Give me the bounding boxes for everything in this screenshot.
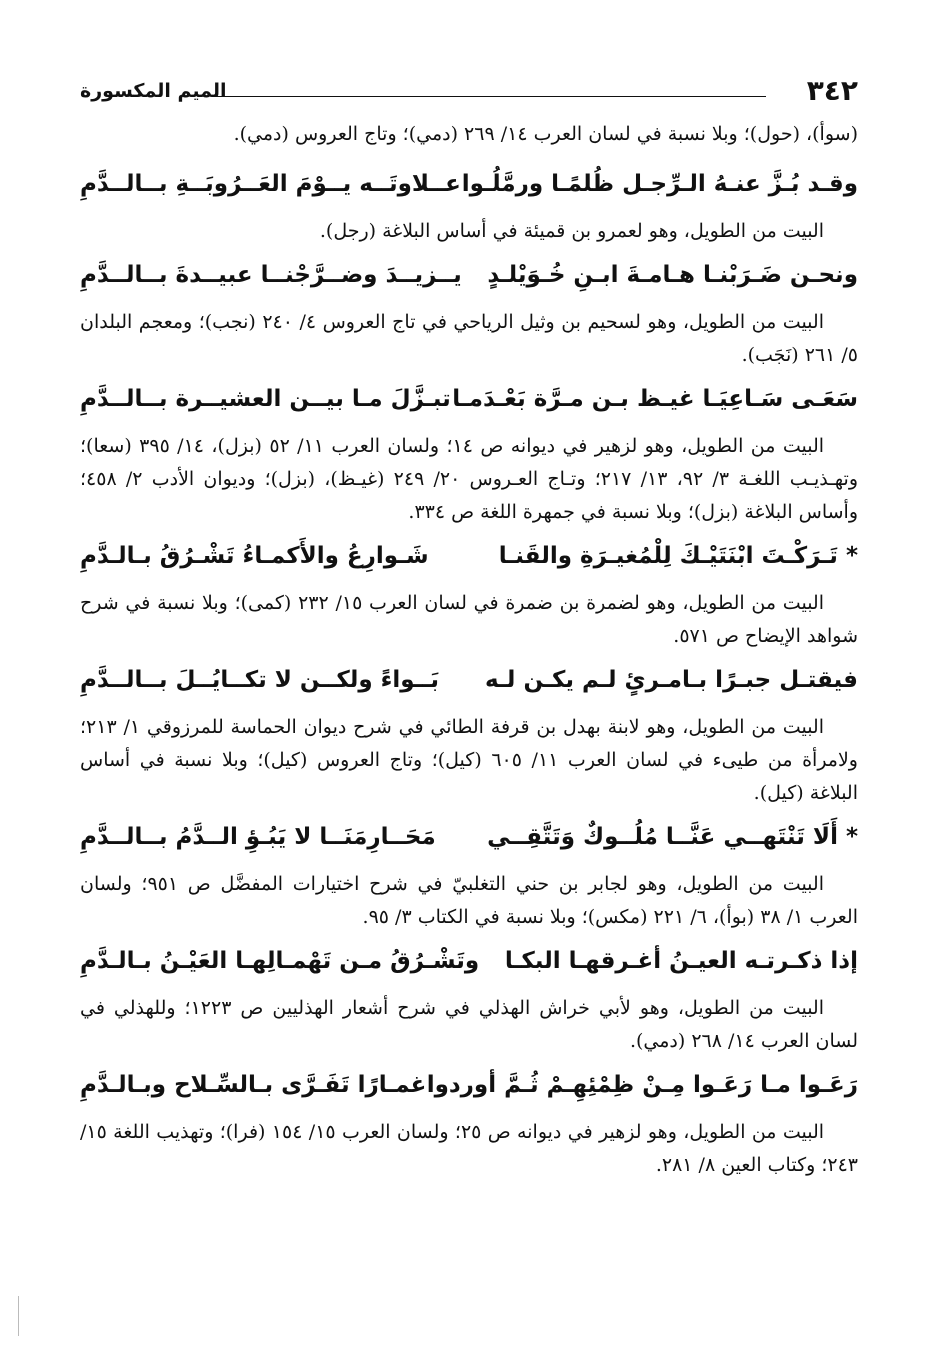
first-hemistich: فيقتـل جبـرًا بـامـرئٍ لـم يكـن لـه	[484, 667, 858, 693]
verse-entry	[80, 661, 858, 810]
header-rule	[216, 96, 766, 97]
page-content	[80, 118, 858, 1190]
verse-line	[80, 818, 858, 868]
verse-note: البيت من الطويل، وهو لابنة بهدل بن قرفة الطائي في شرح ديوان الحماسة للمرزوقي ١/ ٢١٣؛ ولامرأة من طيىء في لسان العرب ١١/ ٦٠٥ (كيل)؛ وتاج العروس (كيل)؛ وبلا نسبة في أساس البلاغة (كيل).	[80, 716, 858, 804]
first-hemistich	[487, 824, 858, 850]
first-hemistich: إذا ذكـرتـه العيـنُ أغـرقهـا البكـا	[504, 948, 858, 974]
verse-note: البيت من الطويل، وهو لسحيم بن وثيل الرياحي في تاج العروس ٤/ ٢٤٠ (نجب)؛ ومعجم البلدان ٥/ ٢٦١ (نَجَب).	[80, 311, 858, 366]
hemistich-text: أَلَا تَنْتَهــي عَنَّــا مُلُــوكٌ وَتَتَّقِــي	[487, 824, 838, 850]
verse-entry	[80, 1066, 858, 1182]
intro-text: (سوأ)، (حول)؛ وبلا نسبة في لسان العرب ١٤/ ٢٦٩ (دمي)؛ وتاج العروس (دمي).	[233, 123, 858, 145]
first-hemistich: رَعَـوا مـا رَعَـوا مِـنْ ظِمْئِهِـمْ ثُـمَّ أوردوا	[426, 1072, 858, 1098]
verse-note: البيت من الطويل، وهو لزهير في ديوانه ص ٢٥؛ ولسان العرب ١٥/ ١٥٤ (فرا)؛ وتهذيب اللغة ١٥/ ٢٤٣؛ وكتاب العين ٨/ ٢٨١.	[80, 1121, 858, 1176]
verse-line	[80, 380, 858, 430]
verse-note: البيت من الطويل، وهو لضمرة بن ضمرة في لسان العرب ١٥/ ٢٣٢ (كمى)؛ وبلا نسبة في شرح شواهد الإيضاح ص ٥٧١.	[80, 592, 858, 647]
first-hemistich	[499, 543, 858, 569]
page-number: ٣٤٢	[806, 74, 858, 107]
second-hemistich: مَحَــارِمَنَــا لا يَبُـؤِ الــدَّمُ بــالــدَّمِ	[80, 824, 436, 850]
second-hemistich: يــزيــدَ وضــرَّجْنــا عبيــدةَ بــالــدَّمِ	[80, 262, 462, 288]
verse-line	[80, 1066, 858, 1116]
verse-note: البيت من الطويل، وهو لجابر بن حني التغلبيّ في شرح اختيارات المفضَّل ص ٩٥١؛ ولسان العرب ١/ ٣٨ (بوأ)، ٦/ ٢٢١ (مكس)؛ وبلا نسبة في الكتاب ٣/ ٩٥.	[80, 873, 858, 928]
verse-line	[80, 537, 858, 587]
verse-line	[80, 661, 858, 711]
first-hemistich: وقـد بُـزَّ عنـهُ الـرِّجـل ظُلمًـا ورمَّلُـوا	[461, 171, 858, 197]
verse-line	[80, 942, 858, 992]
star-marker: *	[845, 824, 858, 850]
chapter-title: الميم المكسورة	[80, 80, 227, 102]
first-hemistich: ونحـن ضَـرَبْنـا هـامـةَ ابـنِ خُـوَيْلـدٍ	[487, 262, 858, 288]
second-hemistich: عــلاوتَــه يــوْمَ العَــرُوبَــةِ بــالــدَّمِ	[80, 171, 461, 197]
second-hemistich: غمـارًا تَفَـرَّى بـالسِّـلاح وبـالـدَّمِ	[80, 1072, 427, 1098]
second-hemistich: شَـوارِعُ والأَكمـاءُ تَشْـرُقُ بـالـدَّمِ	[80, 543, 429, 569]
verse-note: البيت من الطويل، وهو لأبي خراش الهذلي في شرح أشعار الهذليين ص ١٢٢٣؛ وللهذلي في لسان العرب ١٤/ ٢٦٨ (دمي).	[80, 997, 858, 1052]
verse-entry	[80, 537, 858, 653]
verse-entry	[80, 380, 858, 529]
verse-entry	[80, 942, 858, 1058]
verse-entry	[80, 165, 858, 248]
verse-line	[80, 165, 858, 215]
scan-margin-mark	[18, 1296, 25, 1336]
second-hemistich: تبـزَّلَ مـا بيــن العشيــرة بــالــدَّمِ	[80, 386, 451, 412]
verse-line	[80, 256, 858, 306]
verse-note: البيت من الطويل، وهو لزهير في ديوانه ص ١٤؛ ولسان العرب ١١/ ٥٢ (بزل)، ١٤/ ٣٩٥ (سعا)؛ وتهـذيـب اللغـة ٣/ ٩٢، ١٣/ ٢١٧؛ وتـاج العـروس ٢٠/ ٢٤٩ (غيـظ)، (بزل)؛ وديوان الأدب ٢/ ٤٥٨؛ وأساس البلاغة (بزل)؛ وبلا نسبة في جمهرة اللغة ص ٣٣٤.	[80, 435, 858, 523]
star-marker: *	[845, 543, 858, 569]
verse-entry	[80, 818, 858, 934]
page-header	[80, 74, 858, 110]
second-hemistich: وتَشْـرُقُ مـن تَهْمـالِهـا العَيْـنُ بـالـدَّمِ	[80, 948, 480, 974]
verse-entry	[80, 256, 858, 372]
hemistich-text: تَـرَكْـتَ ابْنَتَيْـكَ لِلْمُغيـرَةِ والقَنـا	[498, 543, 838, 569]
verse-note: البيت من الطويل، وهو لعمرو بن قميئة في أساس البلاغة (رجل).	[319, 220, 824, 242]
second-hemistich: بَــواءً ولكــن لا تكــايُــلَ بــالــدَّمِ	[80, 667, 440, 693]
first-hemistich: سَعَـى سَـاعِيَـا غيـظ بـن مـرَّة بَعْـدَمـا	[452, 386, 858, 412]
